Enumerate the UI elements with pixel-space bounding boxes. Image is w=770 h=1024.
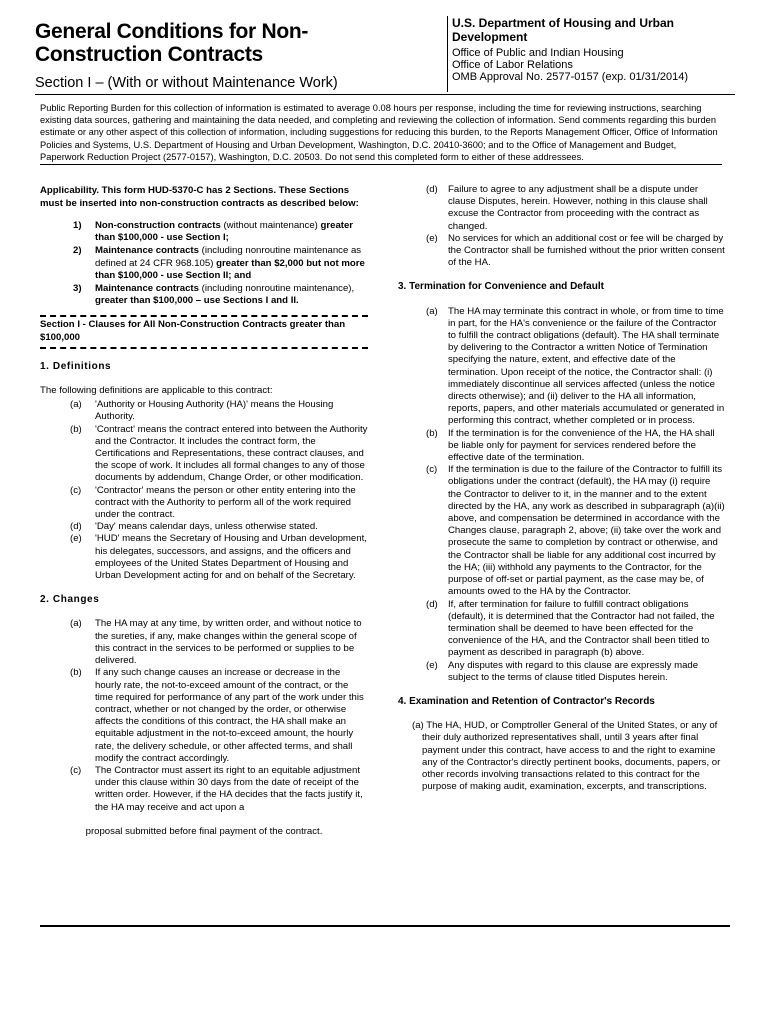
list-tail: greater than $100,000 – use Sections I and II. (95, 295, 299, 307)
item-text: Failure to agree to any adjustment shall be a dispute under clause Disputes, herein. However, nothing in this clause shall excuse the Contractor from proceeding with the contract as changed. (448, 184, 708, 232)
changes-item (40, 765, 368, 814)
item-letter: (d) (426, 184, 438, 195)
termination-item (398, 660, 726, 684)
list-tail: greater than $2,000 but not more than $100,000 - use Section II; and (95, 257, 365, 281)
definition-item (40, 533, 368, 582)
changes-heading: 2. Changes (40, 594, 100, 606)
item-text: If, after termination for failure to fulfill contract obligations (default), it is determined that the Contractor had not failed, the termination shall be deemed to have been effected for the convenience of the HA, and the Contractor shall been titled to payment as described in paragraph (b) above. (448, 598, 715, 659)
list-mid: (without maintenance) (220, 220, 321, 231)
changes-item (40, 667, 368, 765)
list-number: 1) (73, 220, 82, 231)
definition-item (40, 521, 368, 533)
termination-heading: 3. Termination for Convenience and Default (398, 281, 604, 293)
item-letter: (b) (426, 427, 438, 439)
item-letter: (c) (70, 484, 82, 496)
definition-item (40, 399, 368, 423)
item-letter: (a) (70, 399, 82, 411)
header-agency-block (447, 16, 742, 92)
definition-item (40, 485, 368, 522)
right-column (398, 184, 726, 793)
department-name: U.S. Department of Housing and Urban Development (452, 16, 675, 44)
list-number: 2) (73, 245, 82, 257)
list-item (40, 220, 368, 244)
item-letter: (d) (70, 521, 82, 533)
item-text: 'Authority or Housing Authority (HA)' means the Housing Authority. (95, 399, 334, 423)
item-letter: (e) (426, 232, 438, 244)
item-letter: (d) (426, 598, 438, 610)
list-head: Maintenance contracts (95, 245, 199, 257)
bottom-rule (40, 925, 730, 927)
item-text: 'HUD' means the Secretary of Housing and Urban development, his delegates, successors, and assigns, and the officers and employees of the United States Department of Housing and Urban Development acting for and on behalf of the Secretary. (95, 533, 367, 582)
omb-approval: OMB Approval No. 2577-0157 (exp. 01/31/2014) (452, 71, 689, 83)
item-text: No services for which an additional cost or fee will be charged by the Contractor shall be furnished without the prior written consent of the HA. (448, 232, 725, 269)
definition-item (40, 424, 368, 485)
definitions-intro: The following definitions are applicable to this contract: (40, 385, 273, 397)
list-item (40, 283, 368, 307)
item-letter: (b) (70, 423, 82, 435)
left-column (40, 184, 368, 838)
records-item: (a) The HA, HUD, or Comptroller General of the United States, or any of their duly authorized representatives shall, until 3 years after final payment under this contract, have access to and the right to examine any of the Contractor's directly pertinent books, documents, papers, or other records involving transactions related to this contract for the purpose of making audit, examination, excerpts, and transcriptions. (412, 720, 721, 793)
termination-item (398, 464, 726, 598)
item-text: The HA may terminate this contract in whole, or from time to time in part, for the HA's convenience or the failure of the Contractor to fulfill the contract obligations (default). The HA shall terminate by delivering to the Contractor a written Notice of Termination specifying the nature, extent, and effective date of the termination. Upon receipt of the notice, the Contractor shall: (i) immediately discontinue all services affected (unless the notice directs otherwise); and (ii) deliver to the HA all information, reports, papers, and other materials accumulated or generated in performing this contract, whether completed or in process. (448, 305, 725, 427)
form-subtitle: Section I – (With or without Maintenance Work) (35, 75, 338, 91)
header-title-block (35, 14, 430, 91)
section-i-heading: Section I - Clauses for All Non-Construction Contracts greater than $100,000 (40, 315, 368, 348)
definitions-heading: 1. Definitions (40, 360, 112, 372)
list-mid: (including nonroutine maintenance as defined at 24 CFR 968.105) (95, 245, 362, 269)
list-head: Non-construction contracts (95, 220, 221, 231)
item-letter: (e) (426, 659, 438, 671)
item-text: If the termination is for the convenience of the HA, the HA shall be liable only for payment for services rendered before the effective date of the termination. (448, 427, 715, 464)
termination-item (398, 306, 726, 428)
item-text: Any disputes with regard to this clause are expressly made subject to the terms of clause titled Disputes herein. (448, 659, 699, 683)
list-mid: (including nonroutine maintenance), (198, 283, 355, 295)
item-text: 'Day' means calendar days, unless otherwise stated. (95, 521, 318, 533)
changes-item (398, 233, 726, 270)
list-head: Maintenance contracts (95, 283, 199, 295)
changes-continuation: proposal submitted before final payment of the contract. (85, 825, 323, 837)
changes-item (398, 184, 726, 233)
termination-item (398, 428, 726, 465)
records-heading: 4. Examination and Retention of Contractor's Records (398, 695, 655, 707)
list-tail: greater than $100,000 - use Section I; (95, 220, 354, 244)
list-item (40, 245, 368, 282)
item-text: 'Contract' means the contract entered into between the Authority and the Contractor. It includes the contract form, the Certifications and Representations, these contract clauses, and the scope of work. It includes all formal changes to any of those documents by addendum, Change Order, or other modification. (95, 423, 368, 484)
item-letter: (c) (70, 764, 82, 776)
form-title: General Conditions for Non-Construction Contracts (35, 20, 309, 66)
applicability-statement: Applicability. This form HUD-5370-C has 2 Sections. These Sections must be inserted into non-construction contracts as described below: (40, 185, 359, 209)
item-text: The HA may at any time, by written order, and without notice to the sureties, if any, make changes within the general scope of this contract in the services to be performed or supplies to be delivered. (95, 618, 362, 667)
item-text: 'Contractor' means the person or other entity entering into the contract with the Authority to perform all of the work required under the contract. (95, 484, 356, 521)
item-letter: (a) (70, 618, 82, 630)
item-text: If the termination is due to the failure of the Contractor to fulfill its obligations under the contract (default), the HA may (i) require the Contractor to deliver to it, in the manner and to the extent directed by the HA, any work as described in subparagraph (a)(ii) above, and compensation be determined in accordance with the Changes clause, paragraph 2, above; (ii) take over the work and prosecute the same to completion by contract or otherwise, and the Contractor shall be liable for any additional cost incurred by the HA; (iii) withhold any payments to the Contractor, for the purpose of off-set or partial payment, as the case may be, of amounts owed to the HA by the Contractor. (448, 464, 725, 598)
item-text: The Contractor must assert its right to an equitable adjustment under this clause within 30 days from the date of receipt of the written order. However, if the HA decides that the facts justify it, the HA may receive and act upon a (95, 764, 363, 813)
office-line-1: Office of Public and Indian Housing (452, 47, 624, 59)
office-line-2: Office of Labor Relations (452, 59, 573, 71)
public-reporting-burden: Public Reporting Burden for this collection of information is estimated to average 0.08 hours per response, including the time for reviewing instructions, searching existing data sources, gathering and maintaining the data needed, and completing and reviewing the collection of information. Send comments regarding this burden estimate or any other aspect of this collection of information, including suggestions for reducing this burden, to the Reports Management Officer, Office of Information Policies and Systems, U.S. Department of Housing and Urban Development, Washington, D.C. 20410-3600; and to the Office of Management and Budget, Paperwork Reduction Project (2577-0157), Washington, D.C. 20503. Do not send this completed form to either of these addressees. (40, 102, 722, 165)
form-header (35, 14, 735, 95)
item-letter: (c) (426, 464, 438, 476)
changes-item (40, 618, 368, 667)
list-number: 3) (73, 283, 82, 295)
termination-item (398, 599, 726, 660)
item-letter: (b) (70, 667, 82, 679)
item-letter: (e) (70, 533, 82, 545)
item-text: If any such change causes an increase or decrease in the hourly rate, the not-to-exceed amount of the contract, or the time required for performance of any part of the work under this contract, whether or not changed by the order, or otherwise affects the conditions of this contract, the HA shall make an equitable adjustment in the not-to-exceed amount, the hourly rate, the delivery schedule, or other affected terms, and shall modify the contract accordingly. (95, 667, 364, 764)
item-letter: (a) (426, 305, 438, 317)
